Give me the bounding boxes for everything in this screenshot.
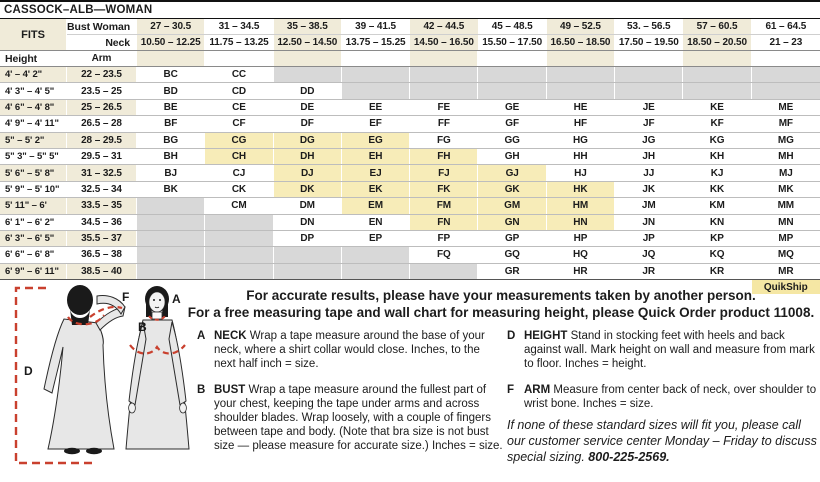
unavailable-cell <box>752 67 820 82</box>
size-code-cell: KM <box>683 198 751 213</box>
table-row <box>0 247 820 263</box>
unavailable-cell <box>615 67 683 82</box>
unavailable-cell <box>478 67 546 82</box>
size-code-cell: HQ <box>547 247 615 262</box>
measure-letter: A <box>197 330 206 342</box>
figure-label-height: D <box>24 364 33 378</box>
woman-cassock-figure-svg <box>2 283 197 482</box>
bust-range-header: 35 – 38.5 <box>274 19 342 34</box>
bust-range-header: 39 – 41.5 <box>342 19 410 34</box>
size-code-cell: CM <box>205 198 273 213</box>
header-stripe-cell <box>274 51 342 66</box>
size-code-cell: FJ <box>410 165 478 180</box>
size-code-cell: FG <box>410 133 478 148</box>
height-range-cell: 6' 3" – 6' 5" <box>0 231 67 246</box>
size-code-cell: GM <box>478 198 546 213</box>
size-code-cell: BK <box>137 182 205 197</box>
size-code-cell: HM <box>547 198 615 213</box>
size-code-cell: JM <box>615 198 683 213</box>
size-code-cell: HG <box>547 133 615 148</box>
size-code-cell: CG <box>205 133 273 148</box>
neck-range-header: 14.50 – 16.50 <box>410 35 478 50</box>
measure-guide-item <box>507 329 817 372</box>
size-code-cell: JR <box>615 264 683 279</box>
measure-guide-item <box>507 383 817 411</box>
measure-term: HEIGHT <box>524 330 571 342</box>
header-stripe-cell <box>683 51 751 66</box>
size-code-cell: EM <box>342 198 410 213</box>
height-range-cell: 5" – 5' 2" <box>0 133 67 148</box>
arm-range-cell: 35.5 – 37 <box>67 231 137 246</box>
unavailable-cell <box>137 231 205 246</box>
table-row <box>0 83 820 99</box>
size-code-cell: FK <box>410 182 478 197</box>
size-code-cell: MG <box>777 134 794 146</box>
intro-text <box>185 287 817 321</box>
measurement-figure-illustration <box>2 283 197 482</box>
size-code-cell: BD <box>137 83 205 98</box>
special-sizing-text: If none of these standard sizes will fit you, please call our customer service center Monday – Friday to discuss special sizing. <box>507 418 817 464</box>
fits-label: FITS <box>0 19 67 50</box>
measure-letter: D <box>507 330 516 342</box>
size-code-cell: DF <box>274 116 342 131</box>
size-code-cell: EN <box>342 215 410 230</box>
size-code-cell: MR <box>778 265 794 277</box>
height-range-cell: 4' – 4' 2" <box>0 67 67 82</box>
unavailable-cell <box>410 264 478 279</box>
bust-range-header: 31 – 34.5 <box>205 19 273 34</box>
height-range-cell: 5' 9" – 5' 10" <box>0 182 67 197</box>
unavailable-cell <box>752 83 820 98</box>
size-code-cell: FF <box>410 116 478 131</box>
size-code-cell: EE <box>342 100 410 115</box>
size-code-cell: HN <box>547 215 615 230</box>
size-code-cell: DP <box>274 231 342 246</box>
unavailable-cell <box>274 67 342 82</box>
height-range-cell: 5" 3" – 5" 5" <box>0 149 67 164</box>
size-code-cell: KR <box>683 264 751 279</box>
size-code-cell: JN <box>615 215 683 230</box>
size-code-cell: GP <box>478 231 546 246</box>
unavailable-cell <box>137 247 205 262</box>
unavailable-cell <box>274 264 342 279</box>
bust-range-header: 49 – 52.5 <box>547 19 615 34</box>
size-code-cell: FP <box>410 231 478 246</box>
intro-line-1: For accurate results, please have your measurements taken by another person. <box>246 288 756 303</box>
measure-term: NECK <box>214 330 250 342</box>
size-code-cell: BF <box>137 116 205 131</box>
neck-range-header: 11.75 – 13.25 <box>205 35 273 50</box>
table-row <box>0 182 820 198</box>
measure-description: NECK Wrap a tape measure around the base of your neck, where a shirt collar would close. Inches, to the next half inch = size. <box>214 330 485 371</box>
size-code-cell: KP <box>683 231 751 246</box>
size-code-cell: KK <box>683 182 751 197</box>
size-code-cell: HR <box>547 264 615 279</box>
neck-range-header: 12.50 – 14.50 <box>274 35 342 50</box>
size-code-cell: GJ <box>478 165 546 180</box>
size-code-cell: GE <box>478 100 546 115</box>
size-code-cell: HK <box>547 182 615 197</box>
neck-range-header: 18.50 – 20.50 <box>683 35 751 50</box>
unavailable-cell <box>205 264 273 279</box>
unavailable-cell <box>342 264 410 279</box>
size-code-cell: MJ <box>778 167 793 179</box>
measure-guide-item <box>197 329 503 372</box>
fits-header <box>0 19 820 51</box>
measure-description: HEIGHT Stand in stocking feet with heels and back against wall. Mark height on wall and measure from mark to floor. Inches = height. <box>524 330 815 371</box>
figure-label-arm: F <box>122 290 130 304</box>
table-row <box>0 198 820 214</box>
size-code-cell: EH <box>342 149 410 164</box>
size-code-cell: CE <box>205 100 273 115</box>
size-code-cell: JQ <box>615 247 683 262</box>
unavailable-cell <box>274 247 342 262</box>
unavailable-cell <box>547 67 615 82</box>
height-range-cell: 5' 6" – 5' 8" <box>0 165 67 180</box>
size-code-cell: BE <box>137 100 205 115</box>
size-code-cell: DN <box>274 215 342 230</box>
table-row <box>0 215 820 231</box>
size-code-cell: HE <box>547 100 615 115</box>
size-code-cell: MQ <box>777 249 794 261</box>
size-code-cell: JK <box>615 182 683 197</box>
size-code-cell: EK <box>342 182 410 197</box>
size-code-cell: GF <box>478 116 546 131</box>
unavailable-cell <box>410 67 478 82</box>
height-range-cell: 4' 6" – 4' 8" <box>0 100 67 115</box>
size-code-cell: JE <box>615 100 683 115</box>
size-code-cell: MH <box>778 151 794 163</box>
size-code-cell: FM <box>410 198 478 213</box>
figure-label-neck: A <box>172 292 181 306</box>
hair-back <box>67 285 93 315</box>
front-view-figure <box>126 286 189 449</box>
size-code-cell: GG <box>478 133 546 148</box>
measure-description: ARM Measure from center back of neck, over shoulder to wrist bone. Inches = size. <box>524 383 817 410</box>
height-range-cell: 5' 11" – 6' <box>0 198 67 213</box>
height-range-cell: 4' 3" – 4' 5" <box>0 83 67 98</box>
header-stripe-cell <box>205 51 273 66</box>
special-sizing-note <box>507 417 817 465</box>
unavailable-cell <box>342 67 410 82</box>
measure-letter: B <box>197 383 206 396</box>
size-code-cell: JP <box>615 231 683 246</box>
unavailable-cell <box>615 83 683 98</box>
neck-row-label: Neck <box>67 35 137 50</box>
bust-range-header: 57 – 60.5 <box>683 19 751 34</box>
size-code-cell: FQ <box>410 247 478 262</box>
size-code-cell: GK <box>478 182 546 197</box>
unavailable-cell <box>205 247 273 262</box>
bust-range-header: 42 – 44.5 <box>410 19 478 34</box>
table-row <box>0 231 820 247</box>
neck-range-header: 16.50 – 18.50 <box>547 35 615 50</box>
size-code-cell: KQ <box>683 247 751 262</box>
size-code-cell: FN <box>410 215 478 230</box>
arm-range-cell: 22 – 23.5 <box>67 67 137 82</box>
measure-description: BUST Wrap a tape measure around the fullest part of your chest, keeping the tape under arms and across shoulder blades. Wrap loosely, with a couple of fingers between tape and body. (Note that bra size is not bust size — please measure for accurate size.) Inches = size. <box>214 383 503 453</box>
measure-letter: F <box>507 383 515 396</box>
arm-range-cell: 36.5 – 38 <box>67 247 137 262</box>
size-code-cell: DH <box>274 149 342 164</box>
size-code-cell: DD <box>274 83 342 98</box>
size-code-cell: EJ <box>342 165 410 180</box>
size-code-cell: EG <box>342 133 410 148</box>
figure-label-bust: B <box>138 320 147 334</box>
unavailable-cell <box>547 83 615 98</box>
size-code-cell: KG <box>683 133 751 148</box>
size-code-cell: GR <box>478 264 546 279</box>
table-row <box>0 100 820 116</box>
size-code-cell: FE <box>410 100 478 115</box>
bust-row-label: Bust Woman <box>67 19 137 34</box>
size-code-cell: EF <box>342 116 410 131</box>
size-code-cell: GQ <box>478 247 546 262</box>
unavailable-cell <box>410 83 478 98</box>
bust-range-header: 61 – 64.5 <box>765 21 807 32</box>
size-code-cell: CC <box>205 67 273 82</box>
title-row <box>0 0 820 19</box>
unavailable-cell <box>205 215 273 230</box>
size-code-cell: KE <box>683 100 751 115</box>
size-code-cell: JG <box>615 133 683 148</box>
neck-range-header: 13.75 – 15.25 <box>342 35 410 50</box>
size-code-cell: GN <box>478 215 546 230</box>
bust-range-header: 45 – 48.5 <box>479 19 547 34</box>
measure-guide-left-column <box>197 329 503 465</box>
size-code-cell: DG <box>274 133 342 148</box>
size-code-cell: HP <box>547 231 615 246</box>
size-code-cell: EP <box>342 231 410 246</box>
size-code-cell: ME <box>778 101 794 113</box>
size-code-cell: CH <box>205 149 273 164</box>
size-code-cell: KH <box>683 149 751 164</box>
unavailable-cell <box>342 83 410 98</box>
unavailable-cell <box>342 247 410 262</box>
header-stripe-cell <box>615 51 683 66</box>
fits-header-rows <box>67 19 820 50</box>
arm-range-cell: 33.5 – 35 <box>67 198 137 213</box>
size-code-cell: HJ <box>547 165 615 180</box>
arm-range-cell: 34.5 – 36 <box>67 215 137 230</box>
unavailable-cell <box>137 198 205 213</box>
size-code-cell: KF <box>683 116 751 131</box>
bust-range-header: 53. – 56.5 <box>615 19 683 34</box>
height-range-cell: 6' 6" – 6' 8" <box>0 247 67 262</box>
table-row <box>0 165 820 181</box>
table-row <box>0 149 820 165</box>
size-code-cell: MM <box>777 200 795 212</box>
size-code-cell: DJ <box>274 165 342 180</box>
unavailable-cell <box>683 67 751 82</box>
header-stripe-cell <box>137 51 205 66</box>
size-code-cell: JH <box>615 149 683 164</box>
size-code-cell: BC <box>137 67 205 82</box>
bust-range-header: 27 – 30.5 <box>137 19 205 34</box>
table-row <box>0 67 820 83</box>
quikship-badge: QuikShip <box>752 280 820 294</box>
size-code-cell: BJ <box>137 165 205 180</box>
neck-range-header: 15.50 – 17.50 <box>479 35 547 50</box>
neck-range-header: 17.50 – 19.50 <box>615 35 683 50</box>
table-row <box>0 264 820 280</box>
page-title: CASSOCK–ALB—WOMAN <box>4 4 153 16</box>
neck-header-row <box>67 35 820 50</box>
back-view-figure <box>44 285 125 454</box>
table-row <box>0 133 820 149</box>
arm-column-label: Arm <box>67 51 137 66</box>
neck-range-header: 21 – 23 <box>769 37 803 48</box>
size-table-body <box>0 67 820 280</box>
measure-guide-right-column <box>507 329 817 422</box>
size-code-cell: JJ <box>615 165 683 180</box>
arm-range-cell: 29.5 – 31 <box>67 149 137 164</box>
height-range-cell: 6' 9" – 6' 11" <box>0 264 67 279</box>
size-code-cell: DK <box>274 182 342 197</box>
size-code-cell: CF <box>205 116 273 131</box>
height-arm-header-row <box>0 51 820 67</box>
table-row <box>0 116 820 132</box>
arm-range-cell: 32.5 – 34 <box>67 182 137 197</box>
size-code-cell: BH <box>137 149 205 164</box>
measure-term: ARM <box>524 383 554 396</box>
size-code-cell: MP <box>778 233 794 245</box>
neck-range-header: 10.50 – 12.25 <box>137 35 205 50</box>
size-code-cell: KN <box>683 215 751 230</box>
size-code-cell: CJ <box>205 165 273 180</box>
arm-range-cell: 26.5 – 28 <box>67 116 137 131</box>
header-stripe-cell <box>410 51 478 66</box>
unavailable-cell <box>137 264 205 279</box>
size-code-cell: CK <box>205 182 273 197</box>
header-stripe-cell <box>342 51 410 66</box>
size-code-cell: DM <box>274 198 342 213</box>
unavailable-cell <box>478 83 546 98</box>
measure-term: BUST <box>214 383 249 396</box>
height-column-label: Height <box>0 51 67 66</box>
size-code-cell: MF <box>778 118 793 130</box>
header-stripe-cell <box>547 51 615 66</box>
bust-header-row <box>67 19 820 35</box>
arm-range-cell: 28 – 29.5 <box>67 133 137 148</box>
unavailable-cell <box>137 215 205 230</box>
arm-range-cell: 38.5 – 40 <box>67 264 137 279</box>
size-code-cell: MK <box>778 183 794 195</box>
measuring-instructions-section <box>0 283 820 482</box>
size-code-cell: DE <box>274 100 342 115</box>
size-code-cell: JF <box>615 116 683 131</box>
height-range-cell: 6' 1" – 6' 2" <box>0 215 67 230</box>
height-range-cell: 4' 9" – 4' 11" <box>0 116 67 131</box>
size-code-cell: HF <box>547 116 615 131</box>
unavailable-cell <box>683 83 751 98</box>
customer-service-phone: 800-225-2569. <box>588 450 670 464</box>
header-stripe-cell <box>752 51 820 66</box>
unavailable-cell <box>205 231 273 246</box>
arm-range-cell: 31 – 32.5 <box>67 165 137 180</box>
size-code-cell: CD <box>205 83 273 98</box>
size-code-cell: MN <box>778 216 794 228</box>
size-code-cell: FH <box>410 149 478 164</box>
collar <box>152 312 162 319</box>
size-code-cell: KJ <box>683 165 751 180</box>
header-stripe-cell <box>478 51 546 66</box>
size-code-cell: HH <box>547 149 615 164</box>
size-code-cell: GH <box>478 149 546 164</box>
intro-line-2: For a free measuring tape and wall chart for measuring height, please Quick Order product 11008. <box>187 305 815 320</box>
arm-range-cell: 23.5 – 25 <box>67 83 137 98</box>
size-code-cell: BG <box>137 133 205 148</box>
measure-guide-item <box>197 383 503 454</box>
arm-range-cell: 25 – 26.5 <box>67 100 137 115</box>
